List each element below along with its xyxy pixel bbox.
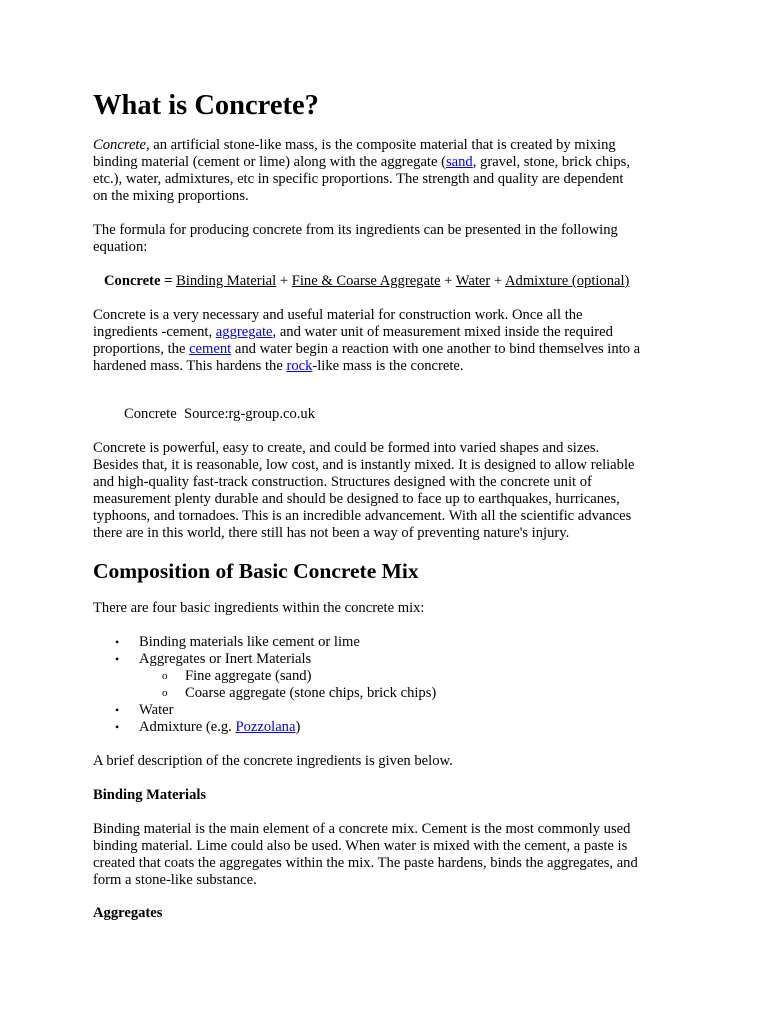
binding-materials-heading: Binding Materials	[93, 787, 207, 803]
page-title: What is Concrete?	[93, 90, 319, 121]
aggregate-link[interactable]: aggregate	[215, 324, 273, 340]
concrete-equation	[104, 273, 694, 290]
formula-intro-paragraph	[93, 222, 683, 256]
equation-term-admixture: Admixture (optional)	[504, 273, 630, 289]
equation-plus-2: +	[440, 273, 456, 289]
circle-bullet-icon: o	[162, 687, 168, 699]
binding-materials-paragraph	[93, 821, 683, 889]
brief-description: A brief description of the concrete ingredients is given below.	[93, 753, 453, 769]
equation-plus-3: +	[490, 273, 505, 289]
intro-line-1	[93, 137, 683, 154]
composition-intro: There are four basic ingredients within the concrete mix:	[93, 600, 425, 616]
list-item-text: Aggregates or Inert Materials	[139, 651, 312, 667]
bullet-icon: •	[115, 652, 120, 666]
intro-line-4: on the mixing proportions.	[93, 188, 249, 204]
rock-link[interactable]: rock	[286, 358, 313, 374]
equation-equals: =	[160, 273, 177, 289]
sub-list-item-text: Fine aggregate (sand)	[185, 668, 312, 684]
para2-line-3-post: and water begin a reaction with one another to bind themselves into a	[231, 341, 641, 357]
bullet-icon: •	[115, 703, 120, 717]
para2-line-2-post: , and water unit of measurement mixed inside the required	[272, 324, 613, 340]
binding-line-2: binding material. Lime could also be used. When water is mixed with the cement, a paste is	[93, 838, 628, 854]
para2-line-2-pre: ingredients -cement,	[93, 324, 216, 340]
image-caption: Concrete Source:rg-group.co.uk	[124, 406, 316, 422]
list-item-text: Binding materials like cement or lime	[139, 634, 360, 650]
para3-line-3: and high-quality fast-track construction. Structures designed with the concrete unit of	[93, 474, 592, 490]
intro-paragraph	[93, 137, 683, 205]
construction-paragraph	[93, 307, 683, 375]
circle-bullet-icon: o	[162, 670, 168, 682]
ingredients-list	[93, 634, 436, 736]
list-item	[93, 651, 436, 668]
intro-line-2-pre: binding material (cement or lime) along with the aggregate (	[93, 154, 446, 170]
para2-line-3-pre: proportions, the	[93, 341, 190, 357]
para2-line-3	[93, 341, 683, 358]
list-item	[93, 702, 436, 719]
equation-term-binding: Binding Material	[176, 273, 277, 289]
list-item-text: Water	[139, 702, 174, 718]
para3-line-4: measurement plenty durable and should be designed to face up to earthquakes, hurricanes,	[93, 491, 620, 507]
intro-lead-italic: Concrete,	[93, 137, 150, 153]
equation-term-water: Water	[455, 273, 491, 289]
properties-paragraph	[93, 440, 683, 542]
composition-heading: Composition of Basic Concrete Mix	[93, 559, 419, 583]
equation-plus-1: +	[276, 273, 292, 289]
para3-line-2: Besides that, it is reasonable, low cost, and is instantly mixed. It is designed to allow reliable	[93, 457, 635, 473]
para2-line-2	[93, 324, 683, 341]
para2-line-4-post: -like mass is the concrete.	[312, 358, 464, 374]
binding-line-3: created that coats the aggregates within the mix. The paste hardens, binds the aggregates, and	[93, 855, 638, 871]
equation-term-aggregate: Fine & Coarse Aggregate	[291, 273, 441, 289]
bullet-icon: •	[115, 720, 120, 734]
intro-line-2	[93, 154, 683, 171]
para2-line-4-pre: hardened mass. This hardens the	[93, 358, 287, 374]
binding-line-4: form a stone-like substance.	[93, 872, 257, 888]
para2-line-1: Concrete is a very necessary and useful material for construction work. Once all the	[93, 307, 583, 323]
aggregates-heading: Aggregates	[93, 905, 163, 921]
intro-line-1-text: an artificial stone-like mass, is the composite material that is created by mixing	[149, 137, 616, 153]
bullet-icon: •	[115, 635, 120, 649]
pozzolana-link[interactable]: Pozzolana	[235, 719, 296, 735]
sub-list-item	[93, 668, 436, 685]
para2-line-4	[93, 358, 683, 375]
intro-line-3: etc.), water, admixtures, etc in specific proportions. The strength and quality are dependent	[93, 171, 624, 187]
para3-line-1: Concrete is powerful, easy to create, and could be formed into varied shapes and sizes.	[93, 440, 600, 456]
list-item-text: Admixture (e.g.	[139, 719, 236, 735]
list-item	[93, 634, 436, 651]
sub-list-item-text: Coarse aggregate (stone chips, brick chips)	[185, 685, 437, 701]
sub-list-item	[93, 685, 436, 702]
list-item	[93, 719, 436, 736]
cement-link[interactable]: cement	[189, 341, 232, 357]
equation-lhs: Concrete	[104, 273, 161, 289]
formula-intro-line-1: The formula for producing concrete from its ingredients can be presented in the following	[93, 222, 618, 238]
binding-line-1: Binding material is the main element of a concrete mix. Cement is the most commonly used	[93, 821, 631, 837]
para3-line-5: typhoons, and tornadoes. This is an incredible advancement. With all the scientific advances	[93, 508, 632, 524]
intro-line-2-post: , gravel, stone, brick chips,	[472, 154, 630, 170]
formula-intro-line-2: equation:	[93, 239, 148, 255]
list-item-text-end: )	[295, 719, 301, 735]
sand-link[interactable]: sand	[445, 154, 473, 170]
para3-line-6: there are in this world, there still has not been a way of preventing nature's injury.	[93, 525, 570, 541]
